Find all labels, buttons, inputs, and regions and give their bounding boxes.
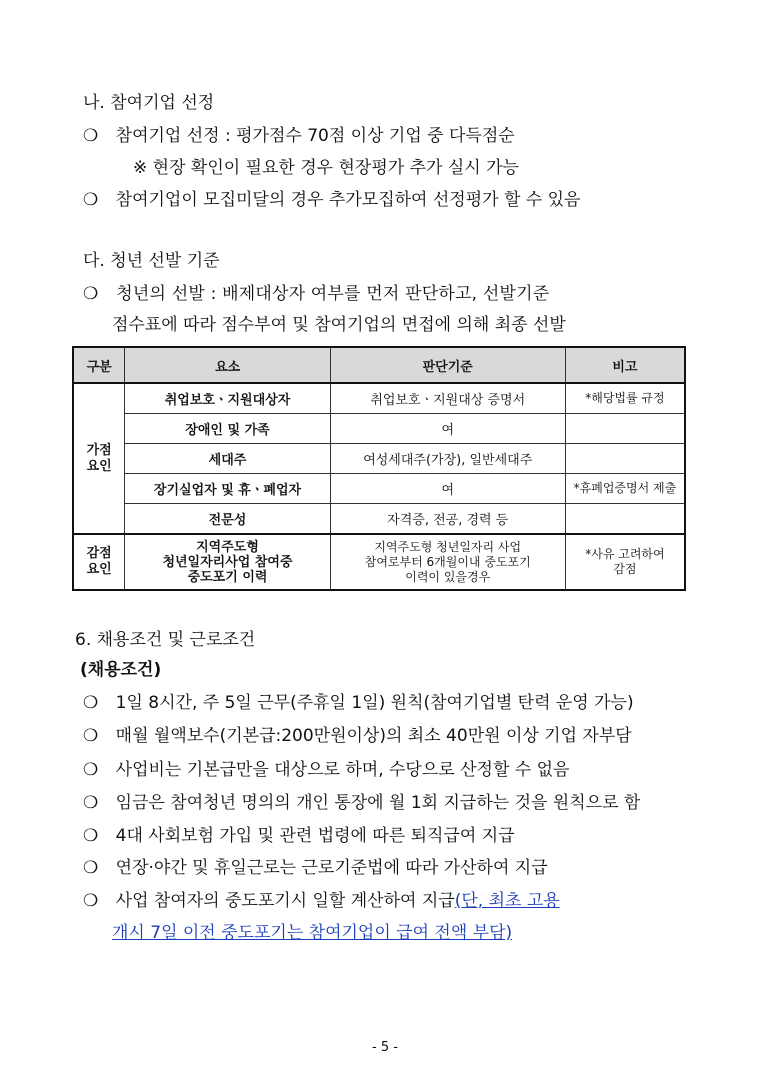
table-row [73, 414, 685, 444]
bullet-text: 연장·야간 및 휴일근로는 근로기준법에 따라 가산하여 지급 [115, 858, 548, 878]
remarks-cell: *사유 고려하여 감점 [565, 534, 685, 590]
bullet-item [83, 890, 697, 912]
bullet-item [83, 792, 640, 814]
bullet-item [83, 857, 548, 879]
bullet-item [83, 759, 569, 781]
bullet-text: 사업 참여자의 중도포기시 일할 계산하여 지급 [115, 891, 455, 911]
bullet-text: 참여기업이 모집미달의 경우 추가모집하여 선정평가 할 수 있음 [115, 190, 581, 210]
remarks-cell [565, 504, 685, 535]
bullet-item [83, 692, 634, 714]
bullet-text: 4대 사회보험 가입 및 관련 법령에 따른 퇴직급여 지급 [115, 826, 515, 846]
bullet-circle-icon: ❍ [83, 190, 99, 210]
table-row [73, 504, 685, 535]
criteria-cell: 자격증, 전공, 경력 등 [330, 504, 565, 535]
section-heading-da: 다. 청년 선발 기준 [83, 251, 220, 271]
header-criteria: 판단기준 [330, 347, 565, 383]
table-header-row [73, 347, 685, 383]
bullet-item [83, 825, 515, 847]
bullet-item [83, 125, 515, 147]
highlighted-condition-text-continuation: 개시 7일 이전 중도포기는 참여기업이 급여 전액 부담) [112, 923, 513, 943]
subheading-employment-conditions: (채용조건) [80, 660, 162, 680]
criteria-cell: 취업보호ㆍ지원대상 증명서 [330, 383, 565, 414]
bullet-circle-icon: ❍ [83, 793, 99, 813]
bullet-text-continuation: 점수표에 따라 점수부여 및 참여기업의 면접에 의해 최종 선발 [112, 315, 566, 335]
bullet-text: 임금은 참여청년 명의의 개인 통장에 월 1회 지급하는 것을 원칙으로 함 [115, 793, 641, 813]
bullet-circle-icon: ❍ [83, 693, 99, 713]
table-row [73, 474, 685, 504]
page-number: - 5 - [372, 1040, 398, 1055]
header-element: 요소 [125, 347, 330, 383]
bullet-circle-icon: ❍ [83, 760, 99, 780]
table-row [73, 383, 685, 414]
header-remarks: 비고 [565, 347, 685, 383]
criteria-cell: 지역주도형 청년일자리 사업 참여로부터 6개월이내 중도포기 이력이 있을경우 [330, 534, 565, 590]
element-cell: 세대주 [125, 444, 330, 474]
group-penalty: 감점 요인 [73, 534, 125, 590]
criteria-cell: 여 [330, 414, 565, 444]
note-text: ※ 현장 확인이 필요한 경우 현장평가 추가 실시 가능 [133, 158, 519, 178]
element-cell: 전문성 [125, 504, 330, 535]
section-heading-na: 나. 참여기업 선정 [83, 93, 215, 113]
bullet-circle-icon: ❍ [83, 858, 99, 878]
element-cell: 취업보호ㆍ지원대상자 [125, 383, 330, 414]
remarks-cell [565, 414, 685, 444]
highlighted-condition-text: (단, 최초 고용 [454, 891, 560, 911]
bullet-circle-icon: ❍ [83, 284, 99, 304]
criteria-cell: 여 [330, 474, 565, 504]
table-row [73, 444, 685, 474]
selection-criteria-table [72, 346, 686, 591]
bullet-text: 매월 월액보수(기본급:200만원이상)의 최소 40만원 이상 기업 자부담 [115, 726, 632, 746]
bullet-item [83, 189, 580, 211]
element-cell: 장기실업자 및 휴ㆍ폐업자 [125, 474, 330, 504]
bullet-item [83, 283, 697, 305]
remarks-cell: *해당법률 규정 [565, 383, 685, 414]
bullet-text: 참여기업 선정 : 평가점수 70점 이상 기업 중 다득점순 [115, 126, 515, 146]
criteria-cell: 여성세대주(가장), 일반세대주 [330, 444, 565, 474]
remarks-cell: *휴폐업증명서 제출 [565, 474, 685, 504]
bullet-text: 사업비는 기본급만을 대상으로 하며, 수당으로 산정할 수 없음 [115, 760, 570, 780]
bullet-circle-icon: ❍ [83, 726, 99, 746]
header-category: 구분 [73, 347, 125, 383]
group-bonus: 가점 요인 [73, 383, 125, 534]
bullet-text: 1일 8시간, 주 5일 근무(주휴일 1일) 원칙(참여기업별 탄력 운영 가능) [115, 693, 634, 713]
bullet-circle-icon: ❍ [83, 826, 99, 846]
bullet-text: 청년의 선발 : 배제대상자 여부를 먼저 판단하고, 선발기준 [116, 284, 550, 304]
section-heading-6: 6. 채용조건 및 근로조건 [75, 630, 256, 650]
element-cell: 지역주도형 청년일자리사업 참여중 중도포기 이력 [125, 534, 330, 590]
remarks-cell [565, 444, 685, 474]
element-cell: 장애인 및 가족 [125, 414, 330, 444]
bullet-circle-icon: ❍ [83, 126, 99, 146]
table-row [73, 534, 685, 590]
bullet-item [83, 725, 632, 747]
bullet-circle-icon: ❍ [83, 891, 99, 911]
